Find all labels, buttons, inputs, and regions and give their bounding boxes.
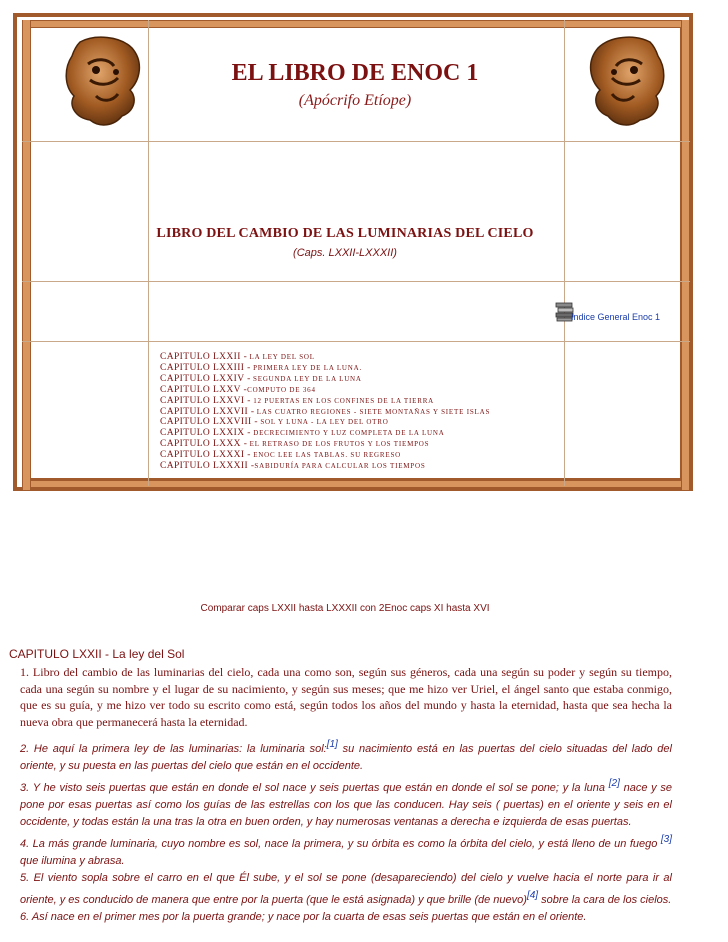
- toc-chapter-title: LA LEY DEL SOL: [249, 353, 315, 361]
- index-general-link[interactable]: Indice General Enoc 1: [570, 312, 660, 322]
- page-subtitle: (Apócrifo Etíope): [298, 92, 412, 109]
- toc-chapter-number: CAPITULO LXXXI -: [160, 450, 251, 461]
- verse-2: 2. He aquí la primera ley de las luminarias: la luminaria sol:[1] su nacimiento está en las puertas del cielo situadas del lado del oriente, y su puesta en las puertas del cielo que están en el occidente.: [20, 739, 672, 772]
- toc-chapter-number: CAPITULO LXXII -: [160, 352, 248, 362]
- frame-bottom-band: [22, 480, 690, 488]
- toc-chapter-title: COMPUTO DE 364: [247, 385, 316, 394]
- toc-chapter-title: PRIMERA LEY DE LA LUNA.: [253, 363, 363, 372]
- toc-chapter-number: CAPITULO LXXVIII -: [160, 417, 258, 428]
- toc-chapter-number: CAPITULO LXXV -: [160, 384, 248, 395]
- verses-2-6: [20, 736, 672, 926]
- grid-line: [22, 141, 690, 142]
- toc-item[interactable]: [160, 450, 490, 461]
- footnote-link[interactable]: [4]: [526, 890, 539, 901]
- toc-item[interactable]: [160, 396, 490, 407]
- toc-chapter-number: CAPITULO LXXIX -: [160, 428, 251, 439]
- grid-line: [22, 281, 690, 282]
- verse-1: 1. Libro del cambio de las luminarias del cielo, cada una como son, según sus géneros, cada una según su poder y según su tiempo, cada una según su nombre y el lugar de su nacimiento, y según sus meses; que me hizo ver Uriel, el ángel santo que estaba conmigo, que es su guía, y me hizo ver todo su escrito como está, según todos los años del mundo y hasta la eternidad, hasta que sea hecha la nueva obra que permanecerá hasta la eternidad.: [20, 665, 672, 729]
- toc-chapter-number: CAPITULO LXXIV -: [160, 373, 251, 384]
- verse-6: 6. Así nace en el primer mes por la puerta grande; y nace por la cuarta de esas seis puertas que están en el oriente.: [20, 911, 587, 923]
- footnote-link[interactable]: [2]: [608, 778, 620, 789]
- toc-chapter-title: EL RETRASO DE LOS FRUTOS Y LOS TIEMPOS: [249, 440, 430, 449]
- section-heading: CAPITULO LXXII - La ley del Sol: [9, 647, 185, 661]
- book-title: LIBRO DEL CAMBIO DE LAS LUMINARIAS DEL CIELO: [156, 226, 534, 241]
- verse-5: 5. El viento sopla sobre el carro en el que Él sube, y el sol se pone (desapareciendo) del cielo y vuelve hacia el norte para ir al oriente, y es conducido de manera que entre por la puerta (que le está asignada) y que brille (de nuevo)[4] sobre la cara de los cielos.: [20, 872, 672, 906]
- toc-chapter-title: SEGUNDA LEY DE LA LUNA: [253, 374, 362, 383]
- toc-item[interactable]: [160, 417, 490, 428]
- toc-item[interactable]: [160, 439, 490, 450]
- verse-3: 3. Y he visto seis puertas que están en donde el sol nace y seis puertas que están en donde el sol se pone; y la luna [2] nace y se pone por esas puertas así como los guías de las estrellas con los que las conducen. Hay seis ( puertas) en el oriente y seis en el occidente, y todas están la una tras la otra en buen orden, y hay numerosas ventanas a derecha e izquierda de esas puertas.: [20, 778, 673, 828]
- toc-chapter-title: SOL Y LUNA - LA LEY DEL OTRO: [260, 418, 389, 427]
- toc-chapter-number: CAPITULO LXXXII -: [160, 461, 255, 472]
- toc-item[interactable]: [160, 374, 490, 385]
- footnote-link[interactable]: [1]: [326, 739, 338, 750]
- table-of-contents: [160, 352, 490, 472]
- page-title: EL LIBRO DE ENOC 1: [231, 60, 479, 86]
- toc-chapter-number: CAPITULO LXXIII -: [160, 362, 251, 373]
- toc-item[interactable]: [160, 385, 490, 396]
- toc-item[interactable]: [160, 428, 490, 439]
- toc-chapter-number: CAPITULO LXXVI -: [160, 395, 251, 406]
- footnote-link[interactable]: [3]: [660, 834, 672, 845]
- toc-chapter-title: SABIDURÍA PARA CALCULAR LOS TIEMPOS: [254, 462, 426, 471]
- compare-link[interactable]: Comparar caps LXXII hasta LXXXII con 2Enoc caps XI hasta XVI: [200, 603, 490, 614]
- toc-chapter-title: ENOC LEE LAS TABLAS. SU REGRESO: [253, 451, 402, 460]
- toc-chapter-title: 12 PUERTAS EN LOS CONFINES DE LA TIERRA: [253, 396, 435, 405]
- toc-chapter-title: LAS CUATRO REGIONES - SIETE MONTAÑAS Y SIETE ISLAS: [256, 407, 491, 416]
- book-chapters: (Caps. LXXII-LXXXII): [293, 247, 397, 259]
- frame-top-band: [22, 20, 690, 28]
- toc-chapter-number: CAPITULO LXXVII -: [160, 406, 255, 417]
- toc-chapter-title: DECRECIMIENTO Y LUZ COMPLETA DE LA LUNA: [253, 429, 445, 438]
- toc-chapter-number: CAPITULO LXXX -: [160, 439, 248, 450]
- toc-item[interactable]: [160, 363, 490, 374]
- toc-item[interactable]: [160, 352, 490, 363]
- verse-4: 4. La más grande luminaria, cuyo nombre es sol, nace la primera, y su órbita es como la órbita del cielo, y está lleno de un fuego [3] que ilumina y abrasa.: [20, 834, 672, 867]
- grid-line: [22, 341, 690, 342]
- toc-item[interactable]: [160, 461, 490, 472]
- toc-item[interactable]: [160, 407, 490, 418]
